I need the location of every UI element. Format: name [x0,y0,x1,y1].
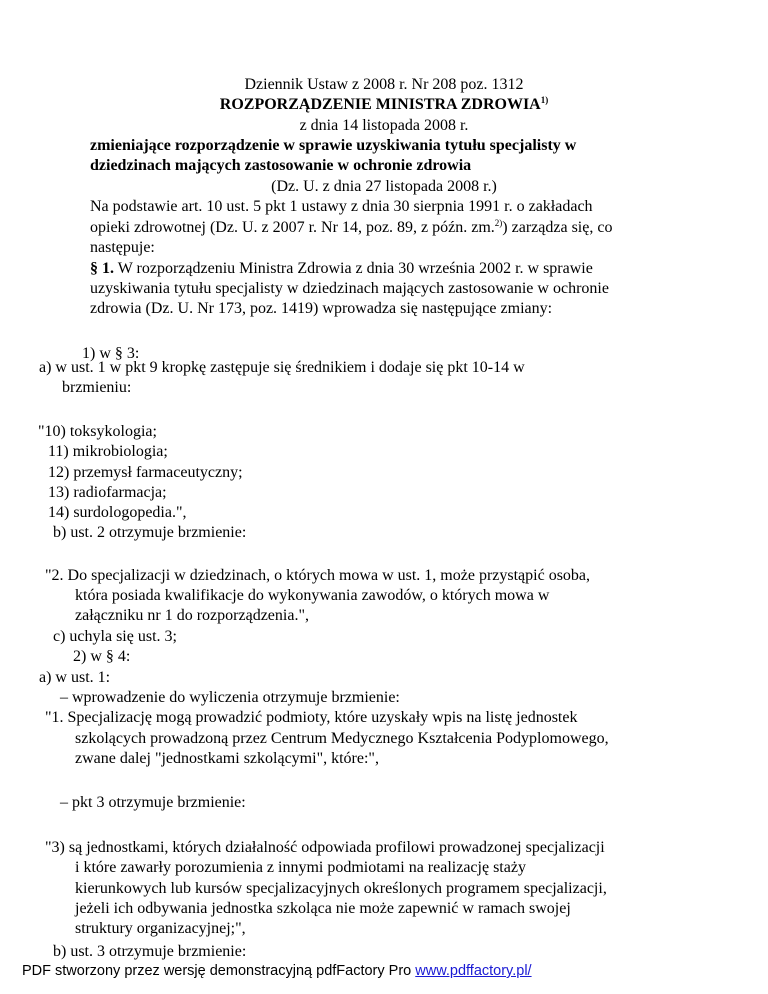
journal-reference: Dziennik Ustaw z 2008 r. Nr 208 poz. 1312 [244,76,524,93]
dash-item-1: – wprowadzenie do wyliczenia otrzymuje brzmienie: [60,689,400,706]
paragraph-1-line-1: § 1. W rozporządzeniu Ministra Zdrowia z dnia 30 września 2002 r. w sprawie [90,260,593,277]
quote-1-line-2: szkolących prowadzoną przez Centrum Medycznego Kształcenia Podyplomowego, [75,730,609,747]
preamble-line-3: następuje: [90,239,155,256]
paragraph-mark: § 1. [90,260,114,277]
publication-source: (Dz. U. z dnia 27 listopada 2008 r.) [271,178,497,195]
subject-line-1: zmieniające rozporządzenie w sprawie uzyskiwania tytułu specjalisty w [90,137,577,154]
quote-2-line-2: która posiada kwalifikacje do wykonywania zawodów, o których mowa w [75,587,550,604]
quote-1-line-3: zwane dalej "jednostkami szkolącymi", które:", [75,750,379,767]
title-footnote-mark: 1) [540,95,549,105]
item-2b: b) ust. 3 otrzymuje brzmienie: [53,943,247,960]
preamble-footnote-mark: 2) [494,218,503,228]
quote-1-line-1: "1. Specjalizację mogą prowadzić podmioty, które uzyskały wpis na listę jednostek [45,709,578,726]
quote-2-line-1: "2. Do specjalizacji w dziedzinach, o których mowa w ust. 1, może przystąpić osoba, [45,567,591,584]
quote-3-line-4: jeżeli ich odbywania jednostka szkoląca nie może zapewnić w ramach swojej [75,900,571,917]
paragraph-1-line-3: zdrowia (Dz. U. Nr 173, poz. 1419) wprowadza się następujące zmiany: [90,300,553,317]
document-title: ROZPORZĄDZENIE MINISTRA ZDROWIA$^{1)}$ [219,95,549,113]
item-1a-line-2: brzmieniu: [62,379,132,396]
quote-3-line-3: kierunkowych lub kursów specjalizacyjnych określonych programem specjalizacji, [75,880,607,897]
list-item-10: "10) toksykologia; [38,423,157,440]
list-item-11: 11) mikrobiologia; [48,443,168,460]
item-1a-line-1: a) w ust. 1 w pkt 9 kropkę zastępuje się średnikiem i dodaje się pkt 10-14 w [39,359,525,376]
item-2a: a) w ust. 1: [39,669,111,686]
paragraph-1-line-2: uzyskiwania tytułu specjalisty w dziedzinach mających zastosowanie w ochronie [90,280,609,297]
list-item-13: 13) radiofarmacja; [48,484,167,501]
quote-3-line-1: "3) są jednostkami, których działalność odpowiada profilowi prowadzonej specjalizacji [45,839,605,856]
pdffactory-link[interactable]: www.pdffactory.pl/ [415,963,532,979]
quote-3-line-5: struktury organizacyjnej;", [75,920,246,937]
subject-line-2: dziedzinach mających zastosowanie w ochronie zdrowia [90,157,472,174]
pdf-footer: PDF stworzony przez wersję demonstracyjną pdfFactory Pro www.pdffactory.pl/ [22,963,532,979]
preamble-line-1: Na podstawie art. 10 ust. 5 pkt 1 ustawy z dnia 30 sierpnia 1991 r. o zakładach [90,198,593,215]
item-1c: c) uchyla się ust. 3; [53,628,177,645]
item-2: 2) w § 4: [73,648,131,665]
preamble-line-2: opieki zdrowotnej (Dz. U. z 2007 r. Nr 14, poz. 89, z późn. zm.$^{2)}$) zarządza się, co [90,218,613,236]
list-item-12: 12) przemysł farmaceutyczny; [48,464,243,481]
item-1: 1) w § 3: [82,345,140,362]
quote-2-line-3: załączniku nr 1 do rozporządzenia.", [75,607,309,624]
dash-item-2: – pkt 3 otrzymuje brzmienie: [60,794,246,811]
quote-3-line-2: i które zawarły porozumienia z innymi podmiotami na realizację staży [75,859,526,876]
item-1b: b) ust. 2 otrzymuje brzmienie: [53,524,247,541]
document-date: z dnia 14 listopada 2008 r. [299,117,469,134]
list-item-14: 14) surdologopedia.", [48,504,187,521]
